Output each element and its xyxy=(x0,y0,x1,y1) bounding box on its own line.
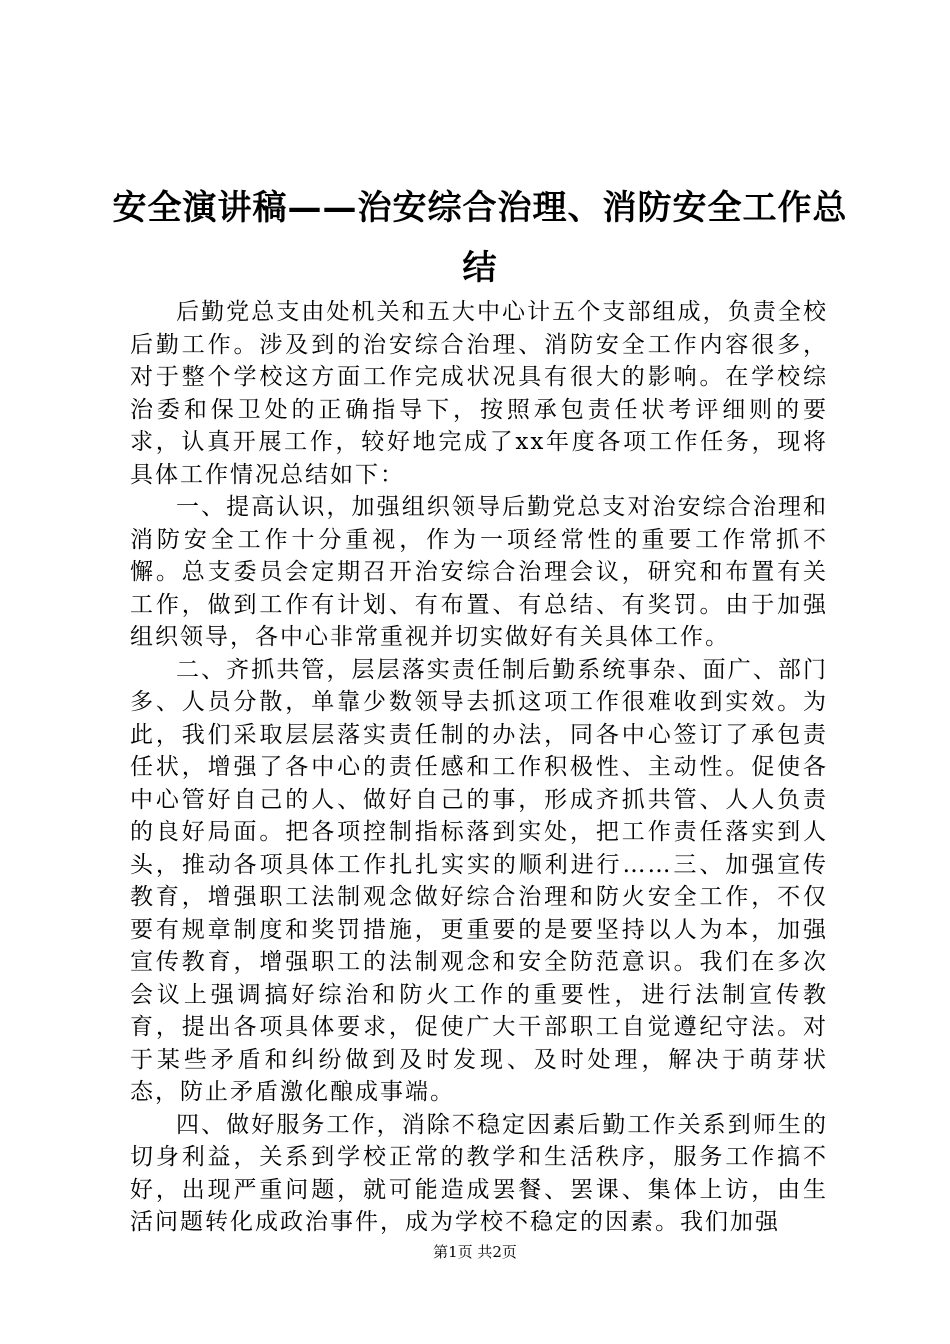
paragraph-section-1: 一、提高认识，加强组织领导后勤党总支对治安综合治理和消防安全工作十分重视，作为一项经常性的重要工作常抓不懈。总支委员会定期召开治安综合治理会议，研究和布置有关工作，做到工作有计划、有布置、有总结、有奖罚。由于加强组织领导，各中心非常重视并切实做好有关具体工作。 xyxy=(130,494,828,650)
document-body xyxy=(130,296,828,1239)
paragraph-section-2-3: 二、齐抓共管，层层落实责任制后勤系统事杂、面广、部门多、人员分散，单靠少数领导去抓这项工作很难收到实效。为此，我们采取层层落实责任制的办法，同各中心签订了承包责任状，增强了各中心的责任感和工作积极性、主动性。促使各中心管好自己的人、做好自己的事，形成齐抓共管、人人负责的良好局面。把各项控制指标落到实处，把工作责任落实到人头，推动各项具体工作扎扎实实的顺利进行……三、加强宣传教育，增强职工法制观念做好综合治理和防火安全工作，不仅要有规章制度和奖罚措施，更重要的是要坚持以人为本，加强宣传教育，增强职工的法制观念和安全防范意识。我们在多次会议上强调搞好综治和防火工作的重要性，进行法制宣传教育，提出各项具体要求，促使广大干部职工自觉遵纪守法。对于某些矛盾和纠纷做到及时发现、及时处理，解决于萌芽状态，防止矛盾激化酿成事端。 xyxy=(130,656,828,1105)
document-title: 安全演讲稿——治安综合治理、消防安全工作总结 xyxy=(112,188,848,288)
page-footer: 第1页 共2页 xyxy=(433,1243,517,1261)
paragraph-section-4: 四、做好服务工作，消除不稳定因素后勤工作关系到师生的切身利益，关系到学校正常的教学和生活秩序，服务工作搞不好，出现严重问题，就可能造成罢餐、罢课、集体上访，由生活问题转化成政治事件，成为学校不稳定的因素。我们加强 xyxy=(130,1111,828,1235)
paragraph-intro: 后勤党总支由处机关和五大中心计五个支部组成，负责全校后勤工作。涉及到的治安综合治理、消防安全工作内容很多，对于整个学校这方面工作完成状况具有很大的影响。在学校综治委和保卫处的正确指导下，按照承包责任状考评细则的要求，认真开展工作，较好地完成了xx年度各项工作任务，现将具体工作情况总结如下： xyxy=(130,299,828,488)
